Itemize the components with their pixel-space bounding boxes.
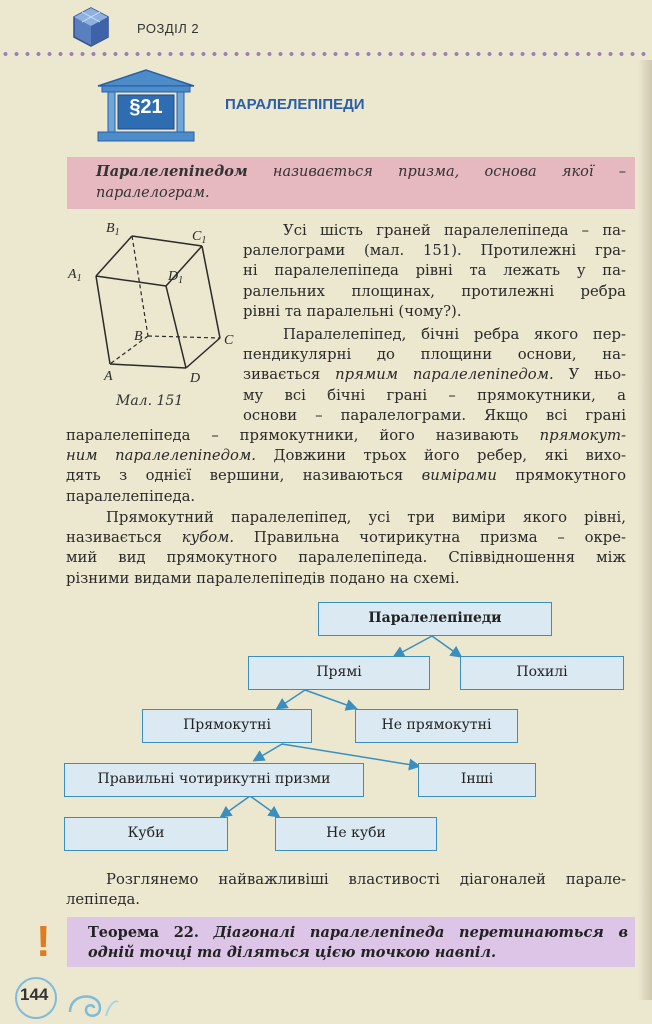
theorem-label: Теорема 22. [88,924,199,941]
label-b1: $B_1$ [106,221,120,238]
label-c1: $C_1$ [192,229,207,246]
schema-root: Паралелепіпеди [318,602,552,636]
schema-oblique: Похилі [460,656,624,690]
figure-caption: Мал. 151 [116,393,184,409]
header-divider [0,50,652,58]
schema-rectangular: Прямокутні [142,709,312,743]
parallelepiped-figure [62,216,242,391]
paragraph-2-continued: паралелепіпеда – прямокутники, його називають прямокут- ним паралелепіпедом. Довжини трьох його ребер, які вихо- дять з однієї вершини, називаються вимірами прямокутного паралелепіпеда. [66,427,626,505]
section-emblem-icon [70,6,112,48]
schema-cubes: Куби [64,817,228,851]
theorem-text: Теорема 22. Діагоналі паралелепіпеда перетинаються в одній точці та діляться цією точкою навпіл. [88,924,628,961]
schema-noncubes: Не куби [275,817,437,851]
paragraph-title: ПАРАЛЕЛЕПІПЕДИ [225,96,365,113]
label-b: B [134,329,143,344]
schema-regular-prisms: Правильні чотирикутні призми [64,763,364,797]
definition-text: Паралелепіпедом називається призма, основа якої – паралелограм. [96,163,627,201]
paragraph-2: Паралелепіпед, бічні ребра якого пер- пендикулярні до площини основи, на- зивається прямим паралелепіпедом. У ньо- му всі бічні грані – прямокутники, а основи – паралелограми. Якщо всі грані [243,326,626,424]
label-a: A [104,369,113,384]
paragraph-3: Прямокутний паралелепіпед, усі три виміри якого рівні, називається кубом. Правильна чотирикутна призма – окре- мий вид прямокутного паралелепіпеда. Співвідношення між різними видами паралелепіпедів подано на схемі. [66,509,626,587]
page-number: 144 [20,985,49,1004]
paragraph-number: §21 [129,96,163,118]
label-c: C [224,333,234,348]
definition-term: Паралелепіпедом [96,163,248,180]
paragraph-4: Розглянемо найважливіші властивості діагоналей парале- лепіпеда. [66,871,626,909]
label-d: D [190,371,201,386]
page-edge-shadow [638,60,652,1000]
exclamation-icon: ! [36,917,51,966]
label-d1: $D_1$ [168,269,184,286]
section-label: РОЗДІЛ 2 [137,21,200,36]
schema-right: Прямі [248,656,430,690]
paragraph-1: Усі шість граней паралелепіпеда – па- ралелограми (мал. 151). Протилежні гра- ні паралелепіпеда рівні та лежать у па- ралельних площинах, протилежні ребра рівні та паралельні (чому?). [243,222,626,320]
schema-other: Інші [418,763,536,797]
schema-nonrectangular: Не прямокутні [355,709,518,743]
label-a1: $A_1$ [68,267,82,284]
